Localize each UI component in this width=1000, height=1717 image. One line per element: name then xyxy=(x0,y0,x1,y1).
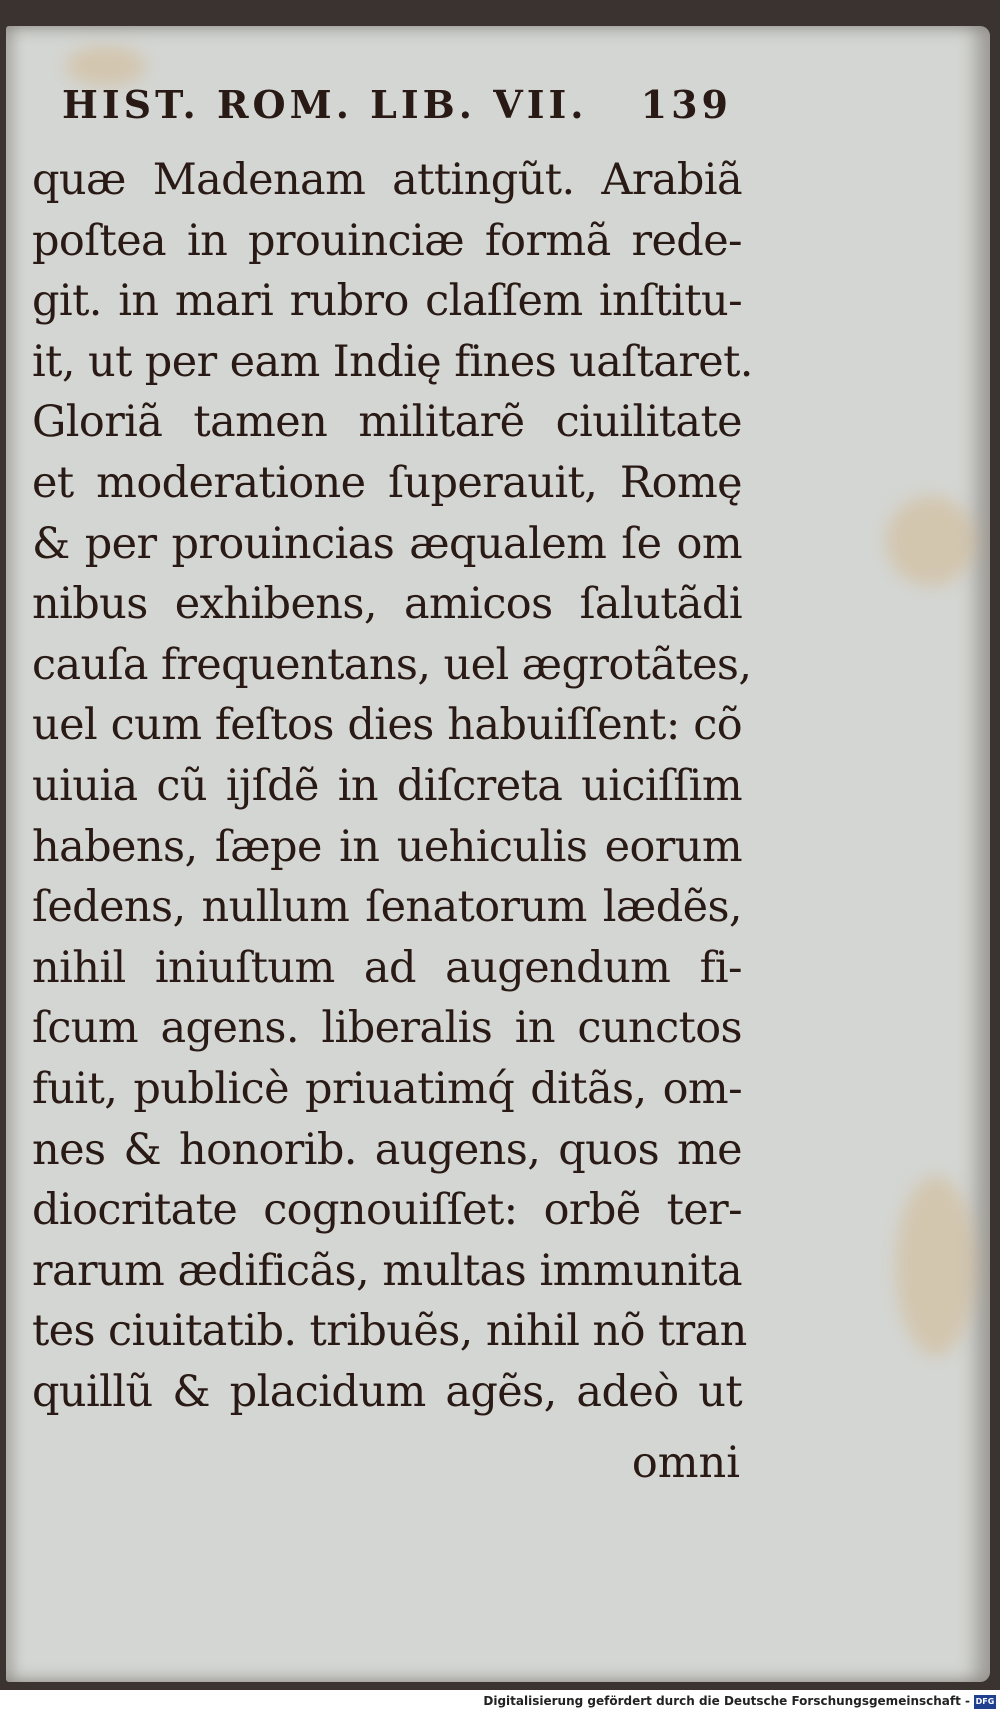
text-line: uiuia cũ ijſdẽ in diſcreta uiciſſim xyxy=(32,760,742,811)
catchword: omni xyxy=(631,1438,740,1488)
text-line: quæ Madenam attingũt. Arabiã xyxy=(32,155,742,205)
text-line: ſcum agens. liberalis in cunctos xyxy=(32,1003,742,1054)
text-line: quillũ & placidum agẽs, adeò ut xyxy=(32,1366,742,1417)
text-line: git. in mari rubro claſſem inſtitu- xyxy=(32,276,742,327)
text-line: it, ut per eam Indię fines uaſtaret. xyxy=(32,336,753,387)
text-line: diocritate cognouiſſet: orbẽ ter- xyxy=(32,1185,742,1236)
text-line: Gloriã tamen militarẽ ciuilitate xyxy=(32,397,742,448)
text-line: fuit, publicè priuatimq́ ditãs, om- xyxy=(32,1063,742,1114)
digitization-credit: Digitalisierung gefördert durch die Deutsche Forschungsgemeinschaft - xyxy=(483,1694,970,1708)
body-text xyxy=(32,150,753,1422)
text-line: tes ciuitatib. tribuẽs, nihil nõ tran xyxy=(32,1306,747,1357)
text-line: ſedens, nullum ſenatorum lædẽs, xyxy=(32,882,742,933)
text-line: habens, ſæpe in uehiculis eorum xyxy=(32,821,742,872)
paper-stain xyxy=(66,46,146,86)
dfg-logo: DFG xyxy=(974,1695,996,1709)
running-title: HIST. ROM. LIB. VII. xyxy=(62,82,588,127)
footer-bar xyxy=(0,1690,1000,1717)
page-number: 139 xyxy=(640,82,732,127)
text-line: nihil iniuſtum ad augendum fi- xyxy=(32,942,742,993)
paper-stain xyxy=(886,496,976,586)
text-line: nibus exhibens, amicos ſalutãdi xyxy=(32,579,742,630)
text-line: & per prouincias æqualem ſe om xyxy=(32,518,742,569)
text-line: uel cum feſtos dies habuiſſent: cõ xyxy=(32,700,742,751)
text-line: poſtea in prouinciæ formã rede- xyxy=(32,215,742,266)
text-line: nes & honorib. augens, quos me xyxy=(32,1124,742,1175)
text-line: rarum ædificãs, multas immunita xyxy=(32,1245,742,1296)
text-line: et moderatione ſuperauit, Romę xyxy=(32,457,742,508)
text-line: cauſa frequentans, uel ægrotãtes, xyxy=(32,639,752,690)
page-header xyxy=(62,82,732,142)
paper-stain xyxy=(896,1176,976,1356)
